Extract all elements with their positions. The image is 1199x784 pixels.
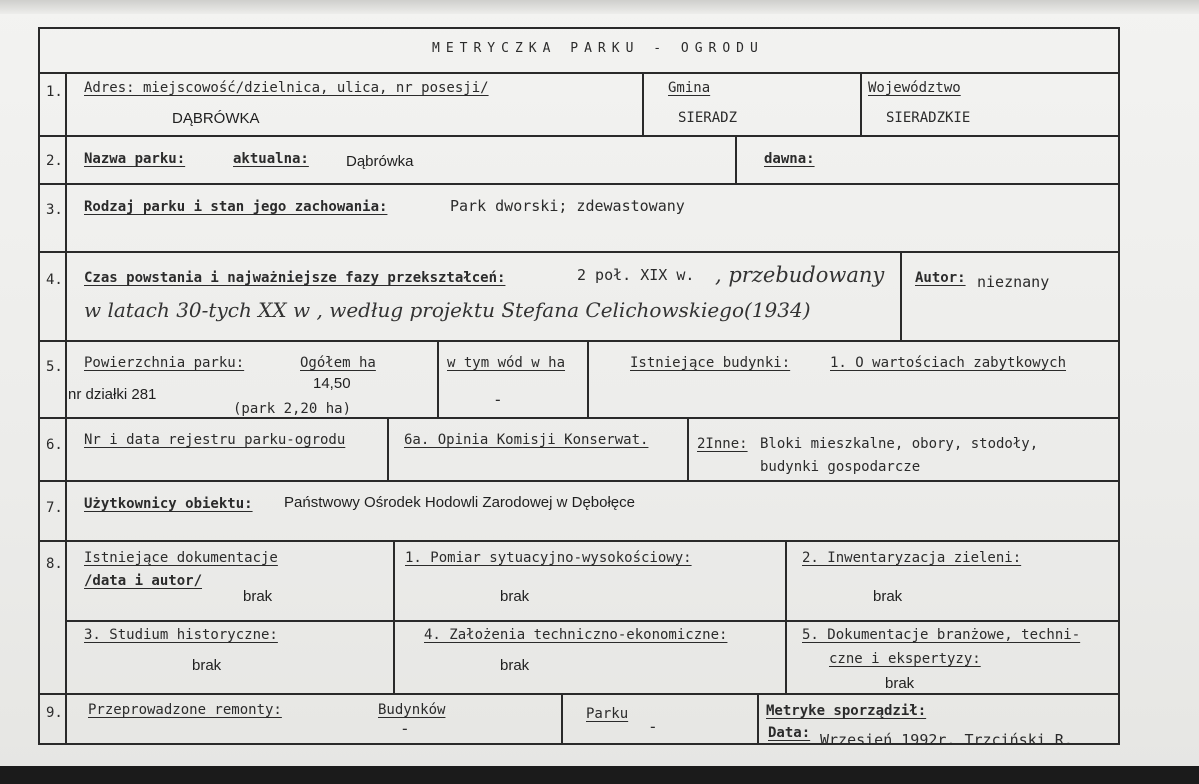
voivodeship-value: SIERADZKIE xyxy=(886,110,971,126)
row-line-7 xyxy=(38,480,1120,482)
historical-study-label: 3. Studium historyczne: xyxy=(84,627,278,643)
row-line-4 xyxy=(38,251,1120,253)
repairs-park-label: Parku xyxy=(586,706,629,722)
repairs-label: Przeprowadzone remonty: xyxy=(88,702,282,718)
users-value: Państwowy Ośrodek Hodowli Zarodowej w Dębołęce xyxy=(284,494,635,511)
current-name-value: Dąbrówka xyxy=(346,153,414,170)
greenery-value: brak xyxy=(873,588,903,605)
card-title: METRYCZKA PARKU - OGRODU xyxy=(432,41,764,56)
number-column-line xyxy=(65,72,67,744)
register-label: Nr i data rejestru parku-ogrodu xyxy=(84,432,346,448)
address-value: DĄBRÓWKA xyxy=(172,110,260,127)
branch-documentation-value: brak xyxy=(885,675,915,692)
plot-number: nr działki 281 xyxy=(68,386,157,403)
row6-divider-b xyxy=(687,417,689,480)
author-value: nieznany xyxy=(977,273,1050,291)
buildings-label: Istniejące budynki: xyxy=(630,355,791,371)
row9-divider-b xyxy=(757,693,759,743)
voivodeship-label: Województwo xyxy=(868,80,961,96)
row5-number: 5. xyxy=(46,359,63,375)
row7-number: 7. xyxy=(46,500,63,516)
row1-divider-b xyxy=(860,72,862,135)
gmina-value: SIERADZ xyxy=(678,110,738,126)
park-type-label: Rodzaj parku i stan jego zachowania: xyxy=(84,199,388,215)
current-name-label: aktualna: xyxy=(233,151,309,167)
area-label: Powierzchnia parku: xyxy=(84,355,245,371)
row4-number: 4. xyxy=(46,272,63,288)
row1-divider-a xyxy=(642,72,644,135)
buildings-value: 1. O wartościach zabytkowych xyxy=(830,355,1067,371)
park-area-note: (park 2,20 ha) xyxy=(233,401,352,417)
row9-divider-a xyxy=(561,693,563,743)
row1-number: 1. xyxy=(46,84,63,100)
row-line-3 xyxy=(38,183,1120,185)
row2-divider xyxy=(735,135,737,183)
conservation-opinion-label: 6a. Opinia Komisji Konserwat. xyxy=(404,432,649,448)
row9-number: 9. xyxy=(46,705,63,721)
historical-study-value: brak xyxy=(192,657,222,674)
technical-assumptions-label: 4. Założenia techniczno-ekonomiczne: xyxy=(424,627,728,643)
author-label: Autor: xyxy=(915,270,966,286)
date-label: Data: xyxy=(768,725,811,741)
repairs-park-value: - xyxy=(648,717,658,736)
row8-divider-b xyxy=(785,540,787,693)
row5-divider-a xyxy=(437,340,439,417)
row-line-1 xyxy=(38,72,1120,74)
date-and-author-value: Wrzesień 1992r. Trzciński R. xyxy=(820,731,1073,749)
scan-bottom-edge xyxy=(0,766,1199,784)
row-line-9 xyxy=(38,693,1120,695)
documentation-label-2: /data i autor/ xyxy=(84,573,203,589)
creation-time-label: Czas powstania i najważniejsze fazy przekształceń: xyxy=(84,270,506,286)
gmina-label: Gmina xyxy=(668,80,711,96)
creation-time-handwritten-1: , przebudowany xyxy=(715,263,885,287)
branch-documentation-label-2: czne i ekspertyzy: xyxy=(829,651,981,667)
scan-top-edge xyxy=(0,0,1199,14)
row-line-8 xyxy=(38,540,1120,542)
survey-label: 1. Pomiar sytuacyjno-wysokościowy: xyxy=(405,550,692,566)
row8-number: 8. xyxy=(46,556,63,572)
row-line-6 xyxy=(38,417,1120,419)
repairs-buildings-label: Budynków xyxy=(378,702,446,718)
row5-divider-b xyxy=(587,340,589,417)
technical-assumptions-value: brak xyxy=(500,657,530,674)
water-area-label: w tym wód w ha xyxy=(447,355,566,371)
row-line-8-mid xyxy=(65,620,1120,622)
row-line-2 xyxy=(38,135,1120,137)
row3-number: 3. xyxy=(46,202,63,218)
park-type-value: Park dworski; zdewastowany xyxy=(450,197,685,215)
total-area-label: Ogółem ha xyxy=(300,355,376,371)
other-buildings-line2: budynki gospodarcze xyxy=(760,459,921,475)
address-label: Adres: miejscowość/dzielnica, ulica, nr posesji/ xyxy=(84,80,489,96)
documentation-label-1: Istniejące dokumentacje xyxy=(84,550,278,566)
frame-top xyxy=(38,27,1120,29)
users-label: Użytkownicy obiektu: xyxy=(84,496,253,512)
row6-divider-a xyxy=(387,417,389,480)
greenery-label: 2. Inwentaryzacja zieleni: xyxy=(802,550,1022,566)
row8-divider-a xyxy=(393,540,395,693)
other-buildings-line1: Bloki mieszkalne, obory, stodoły, xyxy=(760,436,1039,452)
row-line-5 xyxy=(38,340,1120,342)
total-area-value: 14,50 xyxy=(313,375,351,392)
other-buildings-label: 2Inne: xyxy=(697,436,748,452)
documentation-value: brak xyxy=(243,588,273,605)
creation-time-handwritten-2: w latach 30-tych XX w , według projektu Stefana Celichowskiego(1934) xyxy=(84,298,811,322)
row2-number: 2. xyxy=(46,153,63,169)
repairs-buildings-value: - xyxy=(400,719,410,738)
row6-number: 6. xyxy=(46,437,63,453)
water-area-value: - xyxy=(493,390,503,409)
row4-divider xyxy=(900,251,902,340)
prepared-by-label: Metryke sporządził: xyxy=(766,703,927,719)
survey-value: brak xyxy=(500,588,530,605)
branch-documentation-label-1: 5. Dokumentacje branżowe, techni- xyxy=(802,627,1081,643)
creation-time-typed: 2 poł. XIX w. xyxy=(577,266,695,284)
former-name-label: dawna: xyxy=(764,151,815,167)
park-name-label: Nazwa parku: xyxy=(84,151,186,167)
